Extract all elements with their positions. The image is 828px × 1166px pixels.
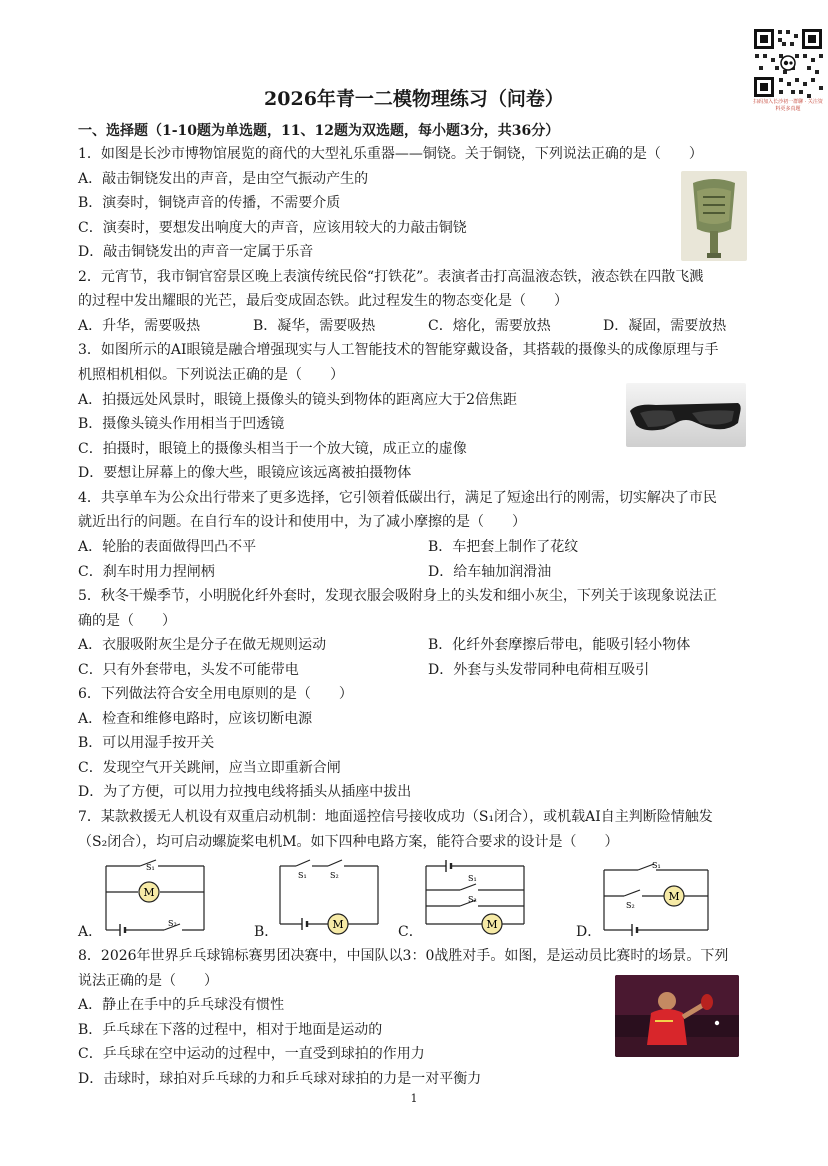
circuit-b-motor-label: M [332, 918, 344, 931]
circuit-a-label: A． [78, 924, 103, 940]
q8-stem-2: 说法正确的是（ ） [78, 973, 218, 989]
circuit-b-label: B． [254, 924, 279, 940]
circuit-a-s2-label: S₂ [168, 919, 177, 928]
q8-option-d: D．击球时，球拍对乒乓球的力和乒乓球对球拍的力是一对平衡力 [78, 1071, 482, 1087]
circuit-c-label: C． [398, 924, 423, 940]
q6-option-b: B．可以用湿手按开关 [78, 735, 215, 751]
q5-option-d: D．外套与头发带同种电荷相互吸引 [428, 662, 650, 678]
q2-option-c: C．熔化，需要放热 [428, 318, 551, 334]
circuit-d-s1-label: S₁ [652, 861, 661, 870]
circuit-d-label: D． [576, 924, 602, 940]
circuit-c-s1-label: S₁ [468, 874, 477, 883]
circuit-b-s1-label: S₁ [298, 871, 307, 880]
q2-option-b: B．凝华，需要吸热 [253, 318, 376, 334]
q6-option-a: A．检查和维修电路时，应该切断电源 [78, 711, 313, 727]
q5-stem-2: 确的是（ ） [78, 613, 176, 629]
q3-stem-1: 3．如图所示的AI眼镜是融合增强现实与人工智能技术的智能穿戴设备，其搭载的摄像头的成像原理与手 [78, 342, 719, 358]
q8-option-c: C．乒乓球在空中运动的过程中，一直受到球拍的作用力 [78, 1046, 425, 1062]
q6-stem: 6．下列做法符合安全用电原则的是（ ） [78, 686, 353, 702]
circuit-a-diagram [100, 856, 210, 942]
q2-option-d: D．凝固，需要放热 [603, 318, 727, 334]
circuit-b-diagram [274, 856, 384, 942]
q1-option-c: C．演奏时，要想发出响度大的声音，应该用较大的力敲击铜铙 [78, 220, 467, 236]
section-header: 一、选择题（1-10题为单选题，11、12题为双选题，每小题3分，共36分） [78, 123, 560, 139]
q4-stem-1: 4．共享单车为公众出行带来了更多选择，它引领着低碳出行，满足了短途出行的刚需，切实解决了市民 [78, 490, 717, 506]
q7-stem-1: 7．某款救援无人机设有双重启动机制：地面遥控信号接收成功（S₁闭合），或机载AI自主判断险情触发 [78, 809, 713, 825]
q3-option-a: A．拍摄远处风景时，眼镜上摄像头的镜头到物体的距离应大于2倍焦距 [78, 392, 518, 408]
circuit-c-diagram [420, 856, 530, 942]
q4-stem-2: 就近出行的问题。在自行车的设计和使用中，为了减小摩擦的是（ ） [78, 514, 526, 530]
q2-option-a: A．升华，需要吸热 [78, 318, 201, 334]
qr-caption: 扫码加入长沙初一群聊 · 关注资料更多真题 [753, 99, 823, 112]
q1-option-a: A．敲击铜铙发出的声音，是由空气振动产生的 [78, 171, 369, 187]
q5-option-c: C．只有外套带电，头发不可能带电 [78, 662, 299, 678]
q7-stem-2: （S₂闭合），均可启动螺旋桨电机M。如下四种电路方案，能符合要求的设计是（ ） [78, 834, 619, 850]
q4-option-c: C．刹车时用力捏闸柄 [78, 564, 215, 580]
q4-option-d: D．给车轴加润滑油 [428, 564, 552, 580]
q3-stem-2: 机照相机相似。下列说法正确的是（ ） [78, 367, 344, 383]
q5-option-a: A．衣服吸附灰尘是分子在做无规则运动 [78, 637, 327, 653]
q4-option-b: B．车把套上制作了花纹 [428, 539, 579, 555]
q2-stem-1: 2．元宵节，我市铜官窑景区晚上表演传统民俗“打铁花”。表演者击打高温液态铁，液态铁在四散飞溅 [78, 269, 704, 285]
ai-glasses-image [626, 383, 746, 447]
q5-stem-1: 5．秋冬干燥季节，小明脱化纤外套时，发现衣服会吸附身上的头发和细小灰尘，下列关于该现象说法正 [78, 588, 717, 604]
q8-option-a: A．静止在手中的乒乓球没有惯性 [78, 997, 285, 1013]
q2-stem-2: 的过程中发出耀眼的光芒，最后变成固态铁。此过程发生的物态变化是（ ） [78, 293, 568, 309]
circuit-d-motor-label: M [668, 890, 680, 903]
bronze-nao-image [681, 171, 747, 261]
table-tennis-image [615, 975, 739, 1057]
q5-option-b: B．化纤外套摩擦后带电，能吸引轻小物体 [428, 637, 691, 653]
circuit-b-s2-label: S₂ [330, 871, 339, 880]
q8-option-b: B．乒乓球在下落的过程中，相对于地面是运动的 [78, 1022, 383, 1038]
q4-option-a: A．轮胎的表面做得凹凸不平 [78, 539, 257, 555]
q1-option-d: D．敲击铜铙发出的声音一定属于乐音 [78, 244, 314, 260]
circuit-d-s2-label: S₂ [626, 901, 635, 910]
circuit-c-motor-label: M [486, 918, 498, 931]
circuit-c-s2-label: S₂ [468, 895, 477, 904]
q6-option-c: C．发现空气开关跳闸，应当立即重新合闸 [78, 760, 341, 776]
q3-option-c: C．拍摄时，眼镜上的摄像头相当于一个放大镜，成正立的虚像 [78, 441, 467, 457]
circuit-a-s1-label: S₁ [146, 863, 155, 872]
q6-option-d: D．为了方便，可以用力拉拽电线将插头从插座中拔出 [78, 784, 412, 800]
circuit-d-diagram [598, 856, 714, 942]
circuit-a-motor-label: M [143, 886, 155, 899]
q3-option-d: D．要想让屏幕上的像大些，眼镜应该远离被拍摄物体 [78, 465, 412, 481]
q3-option-b: B．摄像头镜头作用相当于凹透镜 [78, 416, 285, 432]
q1-option-b: B．演奏时，铜铙声音的传播，不需要介质 [78, 195, 341, 211]
page-title: 2026年青一二模物理练习（问卷） [264, 88, 564, 110]
page-number: 1 [410, 1092, 418, 1105]
q1-stem: 1．如图是长沙市博物馆展览的商代的大型礼乐重器——铜铙。关于铜铙，下列说法正确的是（ ） [78, 146, 703, 162]
q8-stem-1: 8．2026年世界乒乓球锦标赛男团决赛中，中国队以3：0战胜对手。如图，是运动员比赛时的场景。下列 [78, 948, 729, 964]
